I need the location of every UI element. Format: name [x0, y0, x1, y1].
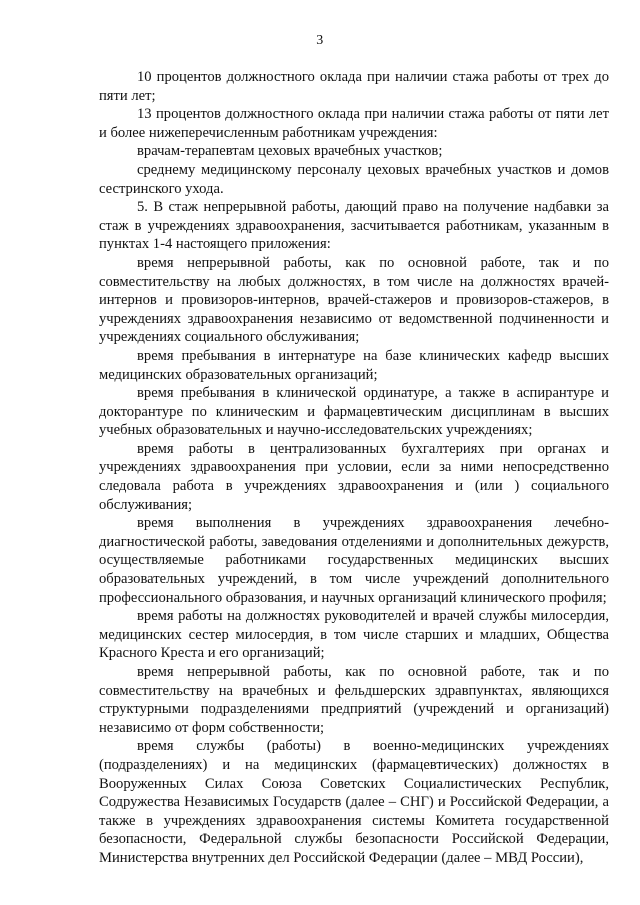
- page-number: 3: [316, 33, 324, 48]
- paragraph-7: время пребывания в интернатуре на базе клинических кафедр высших медицинских образовательных организаций;: [99, 347, 609, 383]
- paragraph-13: время службы (работы) в военно-медицинских учреждениях (подразделениях) и на медицинских (фармацевтических) должностях в Вооруженных Силах Союза Советских Социалистических Республик, Содружества Независимых Государств (далее – СНГ) и Российской Федерации, а также в учреждениях здравоохранения системы Комитета государственной безопасности, Федеральной службы безопасности Российской Федерации, Министерства внутренних дел Российской Федерации (далее – МВД России),: [99, 738, 609, 866]
- paragraph-9: время работы в централизованных бухгалтериях при органах и учреждениях здравоохранения при условии, если за ними непосредственно следовала работа в учреждениях здравоохранения и (или ) социального обслуживания;: [99, 440, 609, 513]
- paragraph-12: время непрерывной работы, как по основной работе, так и по совместительству на врачебных и фельдшерских здравпунктах, являющихся структурными подразделениями предприятий (учреждений и организаций) независимо от форм собственности;: [99, 664, 609, 736]
- paragraph-3: врачам-терапевтам цеховых врачебных участков;: [137, 143, 443, 160]
- paragraph-5: 5. В стаж непрерывной работы, дающий право на получение надбавки за стаж в учреждениях здравоохранения, засчитывается работникам, указанным в пунктах 1-4 настоящего приложения:: [99, 199, 609, 253]
- paragraph-2: 13 процентов должностного оклада при наличии стажа работы от пяти лет и более нижеперечисленным работникам учреждения:: [99, 106, 609, 141]
- paragraph-11: время работы на должностях руководителей и врачей службы милосердия, медицинских сестер милосердия, в том числе старших и младших, Общества Красного Креста и его организаций;: [99, 608, 609, 662]
- paragraph-1: 10 процентов должностного оклада при наличии стажа работы от трех до пяти лет;: [99, 69, 609, 104]
- paragraph-6: время непрерывной работы, как по основной работе, так и по совместительству на любых должностях, в том числе на должностях врачей-интернов и провизоров-интернов, врачей-стажеров и провизоров-стажеров, в учреждениях здравоохранения независимо от ведомственной подчиненности и учреждениях социального обслуживания;: [99, 254, 609, 346]
- document-body: [99, 68, 609, 868]
- paragraph-8: время пребывания в клинической ординатуре, а также в аспирантуре и докторантуре по клиническим и фармацевтическим дисциплинам в высших учебных образовательных и научно-исследовательских учреждениях;: [99, 385, 609, 439]
- paragraph-10: время выполнения в учреждениях здравоохранения лечебно-диагностической работы, заведования отделениями и дополнительных дежурств, осуществляемые работниками государственных медицинских высших образовательных учреждений, в том числе учреждений дополнительного профессионального образования, и научных организаций клинического профиля;: [99, 515, 609, 606]
- paragraph-4: среднему медицинскому персоналу цеховых врачебных участков и домов сестринского ухода.: [99, 161, 609, 197]
